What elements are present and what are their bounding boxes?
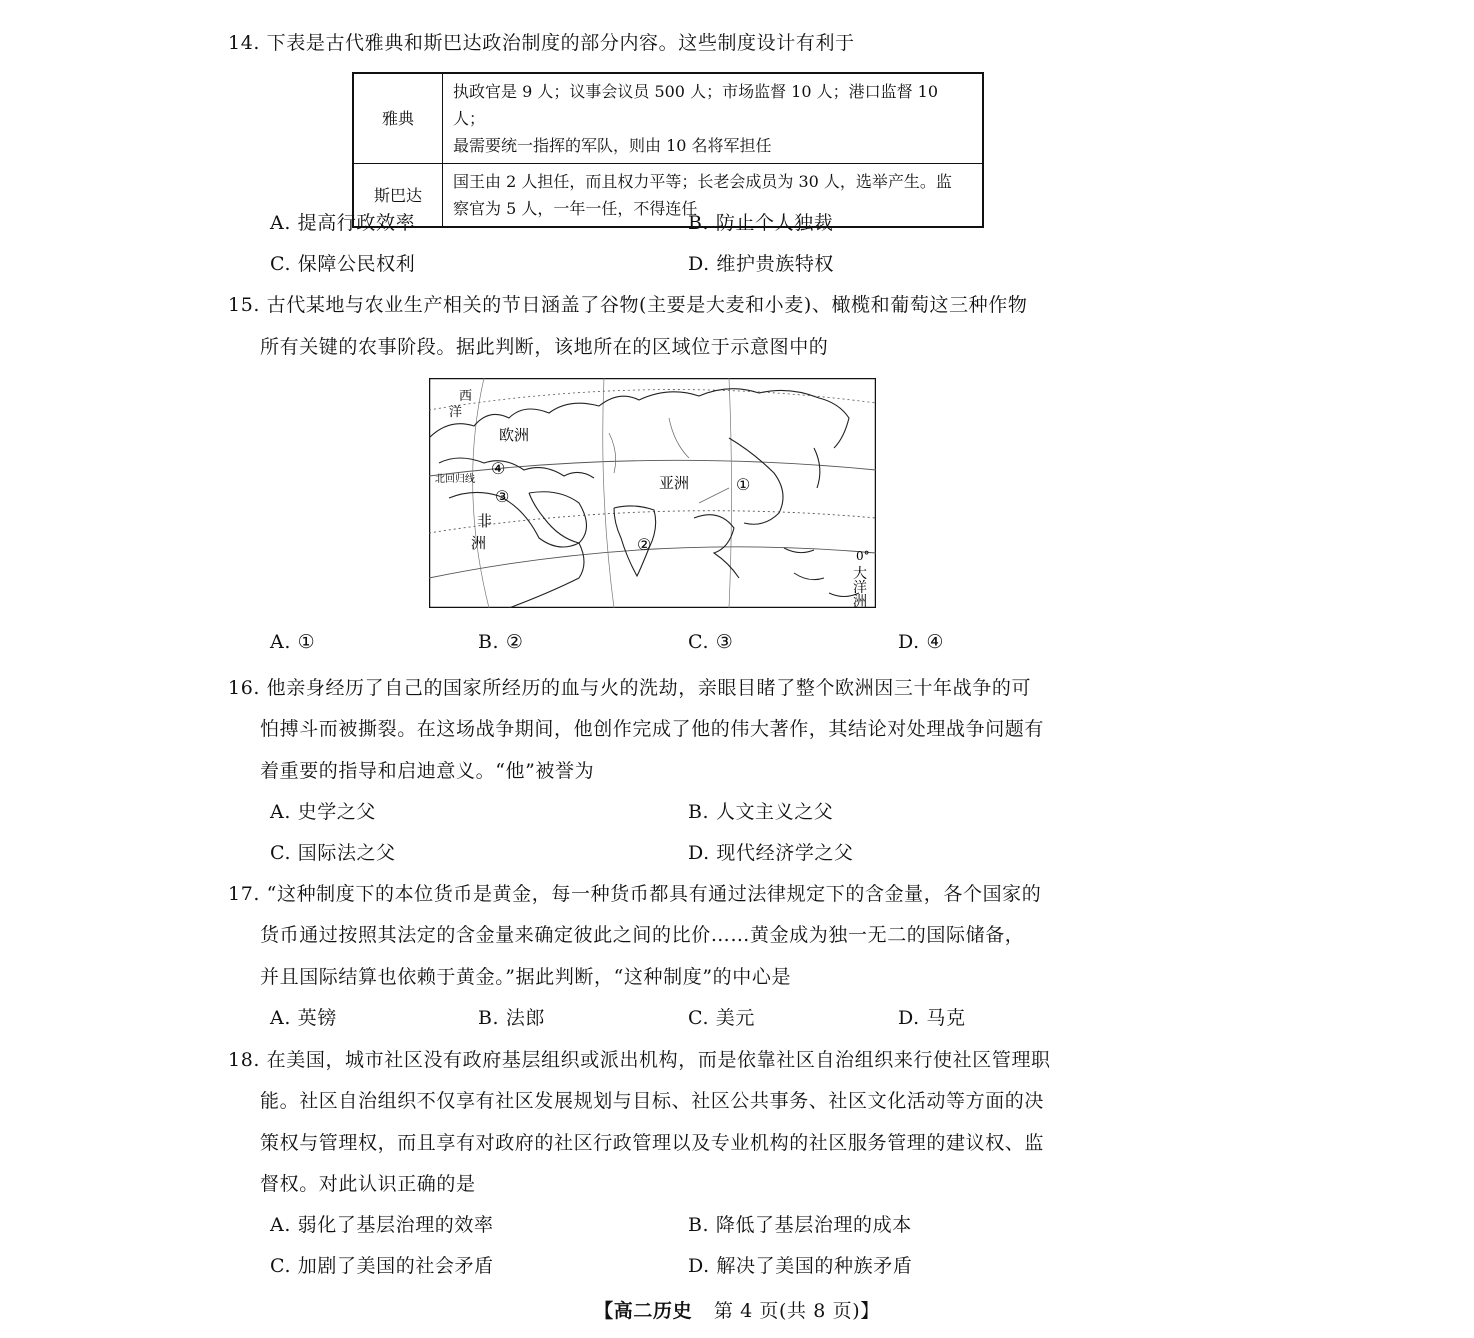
q16-stem-line: 16. 他亲身经历了自己的国家所经历的血与火的洗劫，亲眼目睹了整个欧洲因三十年战争的可 [228,677,1032,699]
footer-subject: 【高二历史 [594,1300,693,1322]
q15-stem-line: 15. 古代某地与农业生产相关的节日涵盖了谷物(主要是大麦和小麦)、橄榄和葡萄这三种作物 [228,294,1028,316]
map-marker-4: ④ [491,459,506,478]
q18-option-a: A. 弱化了基层治理的效率 [270,1214,494,1236]
table-row [353,164,983,228]
q18-option-d: D. 解决了美国的种族矛盾 [688,1255,913,1277]
q14-option-d: D. 维护贵族特权 [688,253,835,275]
map-label-oceania: 洲 [853,594,867,608]
table-city-athens: 雅典 [353,73,443,164]
map-label-oceania: 大 [853,566,867,582]
q17-option-b: B. 法郎 [478,1007,546,1029]
page-footer [0,1296,1474,1323]
q16-option-c: C. 国际法之父 [270,842,396,864]
q15-option-c: C. ③ [688,631,734,653]
q15-option-d: D. ④ [898,631,945,653]
table-cell-line: 察官为 5 人，一年一任，不得连任 [453,199,698,218]
map-label-atlantic: 西 [459,389,473,404]
q16-option-a: A. 史学之父 [270,801,377,823]
q17-option-d: D. 马克 [898,1007,966,1029]
table-row [353,73,983,164]
table-cell-line: 执政官是 9 人；议事会议员 500 人；市场监督 10 人；港口监督 10 人； [453,82,939,128]
q15-option-b: B. ② [478,631,524,653]
q18-stem-line: 能。社区自治组织不仅享有社区发展规划与目标、社区公共事务、社区文化活动等方面的决 [260,1090,1045,1112]
map-label-africa: 洲 [471,534,487,552]
q17-stem-line: 并且国际结算也依赖于黄金。”据此判断，“这种制度”的中心是 [260,966,792,988]
q18-option-b: B. 降低了基层治理的成本 [688,1214,912,1236]
table-cell-line: 国王由 2 人担任，而且权力平等；长老会成员为 30 人，选举产生。监 [453,172,952,191]
map-label-europe: 欧洲 [499,426,530,444]
q18-stem-line: 18. 在美国，城市社区没有政府基层组织或派出机构，而是依靠社区自治组织来行使社区管理职 [228,1049,1051,1071]
q17-stem-line: 17. “这种制度下的本位货币是黄金，每一种货币都具有通过法律规定下的含金量，各个国家的 [228,883,1042,905]
q18-stem-line: 策权与管理权，而且享有对政府的社区行政管理以及专业机构的社区服务管理的建议权、监 [260,1132,1045,1154]
map-label-tropic: 北回归线 [435,474,475,485]
q14-option-c: C. 保障公民权利 [270,253,416,275]
q18-option-c: C. 加剧了美国的社会矛盾 [270,1255,494,1277]
table-city-sparta: 斯巴达 [353,164,443,228]
footer-page-number: 第 4 页(共 8 页)】 [713,1300,880,1322]
table-cell-athens [443,73,984,164]
q14-option-b: B. 防止个人独裁 [688,212,834,234]
q17-option-c: C. 美元 [688,1007,755,1029]
asia-region-map [429,378,876,608]
q16-option-d: D. 现代经济学之父 [688,842,854,864]
q14-option-a: A. 提高行政效率 [270,212,416,234]
q17-stem-line: 货币通过按照其法定的含金量来确定彼此之间的比价……黄金成为独一无二的国际储备， [260,924,1025,946]
q18-stem-line: 督权。对此认识正确的是 [260,1173,476,1195]
q15-stem-line: 所有关键的农事阶段。据此判断，该地所在的区域位于示意图中的 [260,336,829,358]
q15-option-a: A. ① [270,631,316,653]
q16-stem-line: 着重要的指导和启迪意义。“他”被誉为 [260,760,595,782]
map-marker-1: ① [736,475,751,494]
table-cell-line: 最需要统一指挥的军队，则由 10 名将军担任 [453,136,772,155]
politics-table [352,72,984,228]
map-marker-3: ③ [495,487,510,506]
q14-stem: 14. 下表是古代雅典和斯巴达政治制度的部分内容。这些制度设计有利于 [228,32,855,54]
q16-option-b: B. 人文主义之父 [688,801,834,823]
q16-stem-line: 怕搏斗而被撕裂。在这场战争期间，他创作完成了他的伟大著作，其结论对处理战争问题有 [260,718,1045,740]
map-label-zero: 0° [856,549,870,563]
map-marker-2: ② [637,535,652,554]
map-label-oceania: 洋 [853,580,867,596]
map-label-asia: 亚洲 [659,474,690,492]
map-label-atlantic: 洋 [449,405,463,420]
map-label-africa: 非 [477,512,493,530]
q17-option-a: A. 英镑 [270,1007,337,1029]
